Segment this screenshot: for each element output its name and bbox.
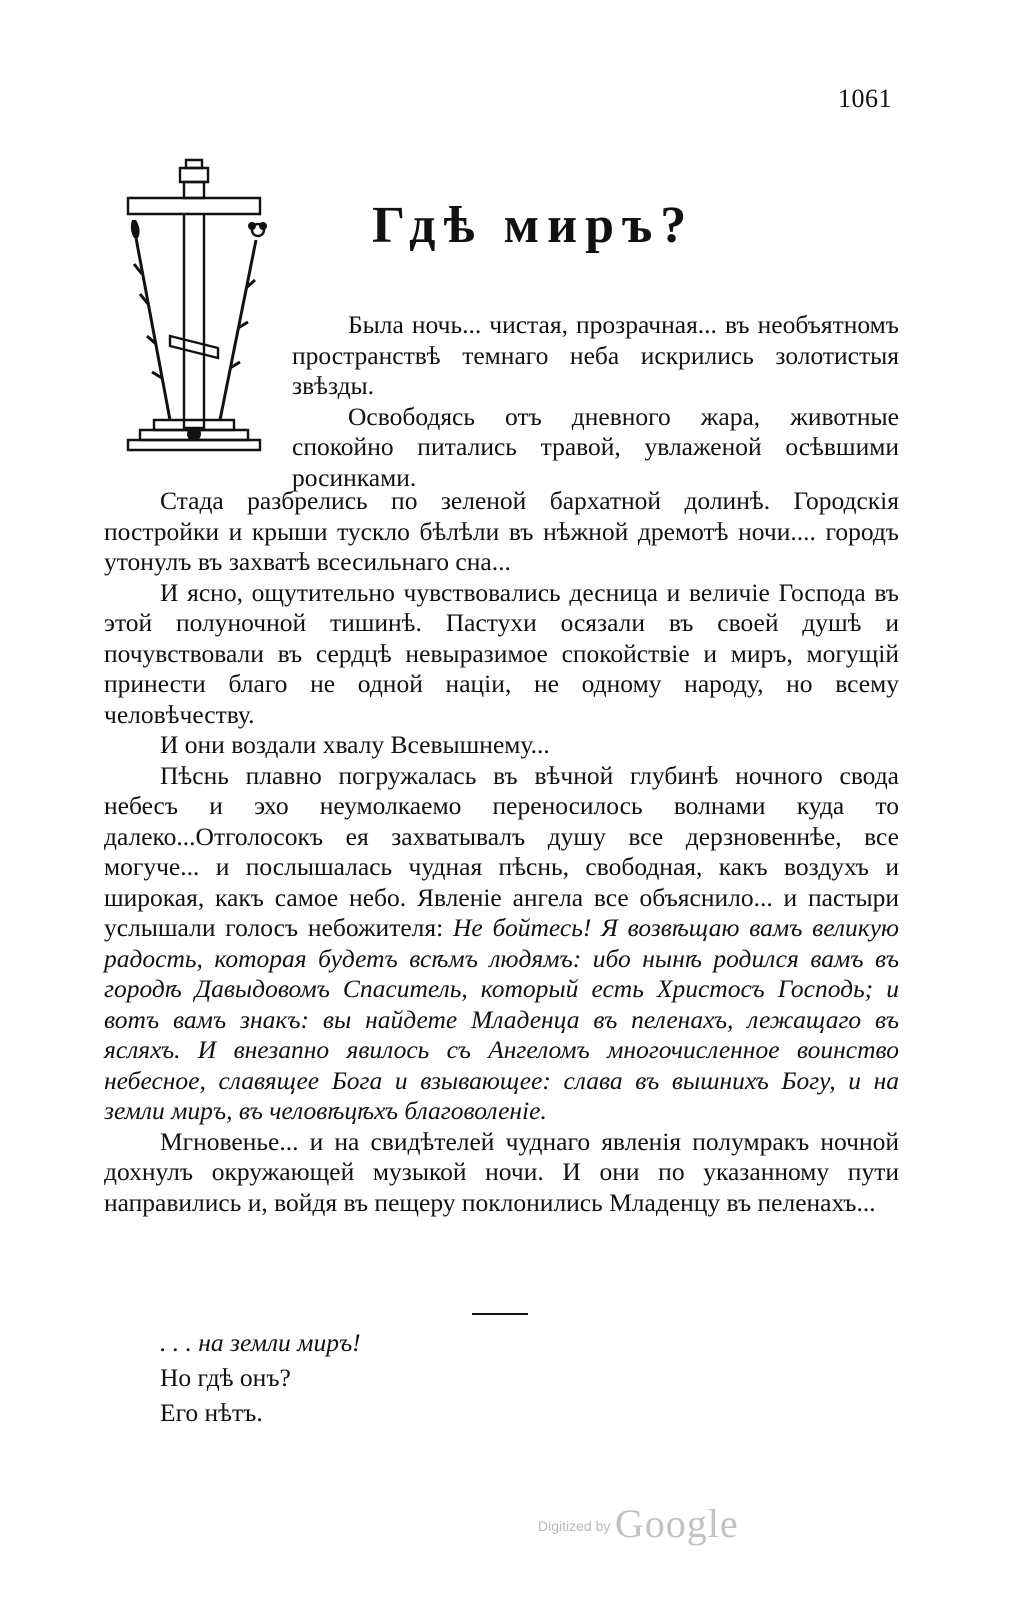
main-text: [104, 486, 899, 1218]
article-title: Гдѣ миръ?: [372, 197, 695, 254]
watermark-prefix: Digitized by: [538, 1518, 611, 1534]
orthodox-cross-icon: [118, 158, 270, 458]
intro-text: [292, 310, 899, 493]
closing-line-1: . . . на земли миръ!: [160, 1328, 361, 1357]
closing-line-2: Но гдѣ онъ?: [160, 1363, 291, 1392]
gospel-quote: Не бойтесь! Я возвѣщаю вамъ великую радость, которая будетъ всѣмъ людямъ: ибо нынѣ родился вамъ въ городѣ Давыдовомъ Спаситель, который есть Христосъ Господь; и вотъ вамъ знакъ: вы найдете Младенца въ пеленахъ, лежащаго въ ясляхъ. И внезапно явилось съ Ангеломъ многочисленное воинство небесное, славящее Бога и взывающее: слава въ вышнихъ Богу, и на земли миръ, въ человѣцѣхъ благоволеніе.: [104, 913, 899, 1125]
section-divider: [472, 1313, 528, 1315]
paragraph-2: Освободясь отъ дневного жара, животные спокойно питались травой, увлаженой осѣвшими росинками.: [292, 401, 899, 492]
paragraph-1: Была ночь... чистая, прозрачная... въ необъятномъ пространствѣ темнаго неба искрились золотистыя звѣзды.: [292, 310, 899, 400]
paragraph-4: И ясно, ощутительно чувствовались десница и величіе Господа въ этой полуночной тишинѣ. Пастухи осязали въ своей душѣ и почувствовали въ сердцѣ невыразимое спокойствіе и миръ, могущій принести благо не одной націи, не одному народу, но всему человѣчеству.: [104, 577, 899, 729]
paragraph-3: Стада разбрелись по зеленой бархатной долинѣ. Городскія постройки и крыши тускло бѣлѣли въ нѣжной дремотѣ ночи.... городъ утонулъ въ захватѣ всесильнаго сна...: [104, 486, 899, 576]
page-number: 1061: [838, 84, 892, 113]
digitized-watermark: [538, 1500, 739, 1547]
paragraph-5: И они воздали хвалу Всевышнему...: [160, 730, 550, 759]
closing-lines: [160, 1325, 361, 1430]
paragraph-7: Мгновенье... и на свидѣтелей чуднаго явленія полумракъ ночной дохнулъ окружающей музыкой ночи. И они по указанному пути направились и, войдя въ пещеру поклонились Младенцу въ пеленахъ...: [104, 1126, 899, 1217]
closing-line-3: Его нѣтъ.: [160, 1398, 263, 1427]
paragraph-6-text: Пѣснь плавно погружалась въ вѣчной глубинѣ ночного свода небесъ и эхо неумолкаемо переносилось волнами куда то далеко...Отголосокъ ея захватывалъ душу все дерзновеннѣе, все могуче... и послышалась чудная пѣснь, свободная, какъ воздухъ и широкая, какъ самое небо. Явленіе ангела все объяснило... и пастыри услышали голосъ небожителя:: [104, 760, 899, 942]
paragraph-6: [104, 761, 899, 1127]
watermark-brand: Google: [614, 1501, 739, 1546]
